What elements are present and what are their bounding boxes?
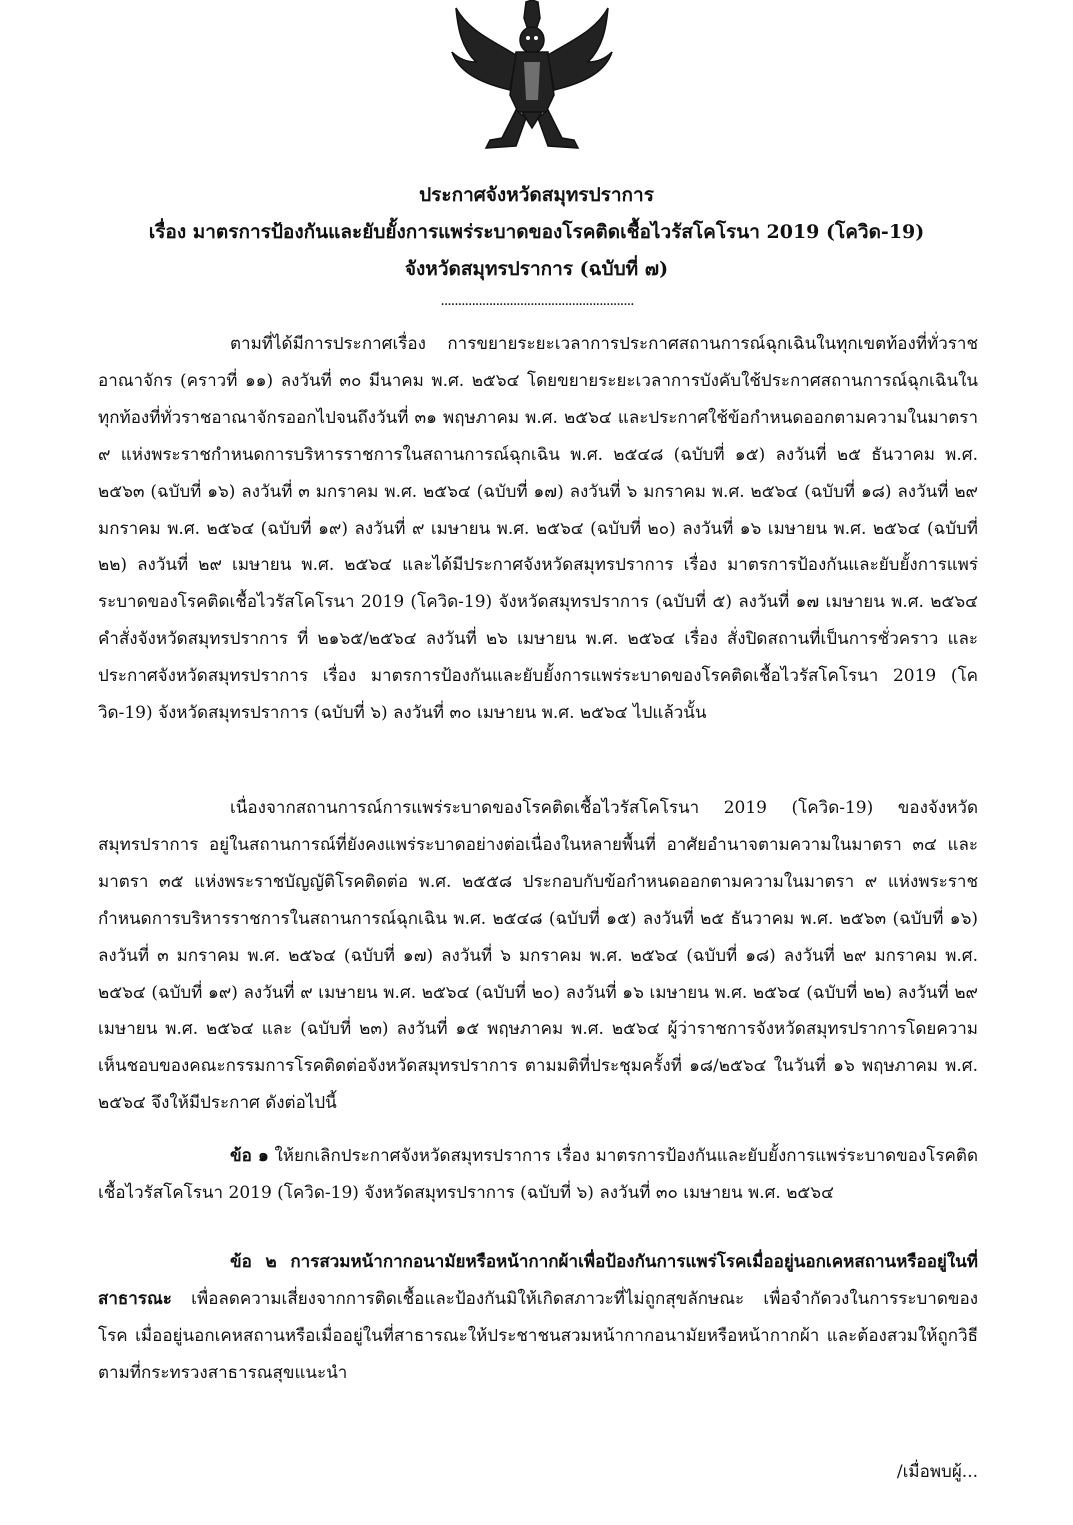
title-separator: ........................................................: [440, 293, 634, 309]
continuation-marker: /เมื่อพบผู้...: [896, 1462, 978, 1482]
paragraph-background: ตามที่ได้มีการประกาศเรื่อง การขยายระยะเวลาการประกาศสถานการณ์ฉุกเฉินในทุกเขตท้องที่ทั่วราชอาณาจักร (คราวที่ ๑๑) ลงวันที่ ๓๐ มีนาคม พ.ศ. ๒๕๖๔ โดยขยายระยะเวลาการบังคับใช้ประกาศสถานการณ์ฉุกเฉินในทุกท้องที่ทั่วราชอาณาจักรออกไปจนถึงวันที่ ๓๑ พฤษภาคม พ.ศ. ๒๕๖๔ และประกาศใช้ข้อกำหนดออกตามความในมาตรา ๙ แห่งพระราชกำหนดการบริหารราชการในสถานการณ์ฉุกเฉิน พ.ศ. ๒๕๔๘ (ฉบับที่ ๑๕) ลงวันที่ ๒๕ ธันวาคม พ.ศ. ๒๕๖๓ (ฉบับที่ ๑๖) ลงวันที่ ๓ มกราคม พ.ศ. ๒๕๖๔ (ฉบับที่ ๑๗) ลงวันที่ ๖ มกราคม พ.ศ. ๒๕๖๔ (ฉบับที่ ๑๘) ลงวันที่ ๒๙ มกราคม พ.ศ. ๒๕๖๔ (ฉบับที่ ๑๙) ลงวันที่ ๙ เมษายน พ.ศ. ๒๕๖๔ (ฉบับที่ ๒๐) ลงวันที่ ๑๖ เมษายน พ.ศ. ๒๕๖๔ (ฉบับที่ ๒๒) ลงวันที่ ๒๙ เมษายน พ.ศ. ๒๕๖๔ และได้มีประกาศจังหวัดสมุทรปราการ เรื่อง มาตรการป้องกันและยับยั้งการแพร่ระบาดของโรคติดเชื้อไวรัสโคโรนา 2019 (โควิด-19) จังหวัดสมุทรปราการ (ฉบับที่ ๕) ลงวันที่ ๑๗ เมษายน พ.ศ. ๒๕๖๔ คำสั่งจังหวัดสมุทรปราการ ที่ ๒๑๖๕/๒๕๖๔ ลงวันที่ ๒๖ เมษายน พ.ศ. ๒๕๖๔ เรื่อง สั่งปิดสถานที่เป็นการชั่วคราว และประกาศจังหวัดสมุทรปราการ เรื่อง มาตรการป้องกันและยับยั้งการแพร่ระบาดของโรคติดเชื้อไวรัสโคโรนา 2019 (โควิด-19) จังหวัดสมุทรปราการ (ฉบับที่ ๖) ลงวันที่ ๓๐ เมษายน พ.ศ. ๒๕๖๔ ไปแล้วนั้น: [98, 334, 978, 724]
paragraph-authority: เนื่องจากสถานการณ์การแพร่ระบาดของโรคติดเชื้อไวรัสโคโรนา 2019 (โควิด-19) ของจังหวัดสมุทรปราการ อยู่ในสถานการณ์ที่ยังคงแพร่ระบาดอย่างต่อเนื่องในหลายพื้นที่ อาศัยอำนาจตามความในมาตรา ๓๔ และมาตรา ๓๕ แห่งพระราชบัญญัติโรคติดต่อ พ.ศ. ๒๕๕๘ ประกอบกับข้อกำหนดออกตามความในมาตรา ๙ แห่งพระราชกำหนดการบริหารราชการในสถานการณ์ฉุกเฉิน พ.ศ. ๒๕๔๘ (ฉบับที่ ๑๕) ลงวันที่ ๒๕ ธันวาคม พ.ศ. ๒๕๖๓ (ฉบับที่ ๑๖) ลงวันที่ ๓ มกราคม พ.ศ. ๒๕๖๔ (ฉบับที่ ๑๗) ลงวันที่ ๖ มกราคม พ.ศ. ๒๕๖๔ (ฉบับที่ ๑๘) ลงวันที่ ๒๙ มกราคม พ.ศ. ๒๕๖๔ (ฉบับที่ ๑๙) ลงวันที่ ๙ เมษายน พ.ศ. ๒๕๖๔ (ฉบับที่ ๒๐) ลงวันที่ ๑๖ เมษายน พ.ศ. ๒๕๖๔ (ฉบับที่ ๒๒) ลงวันที่ ๒๙ เมษายน พ.ศ. ๒๕๖๔ และ (ฉบับที่ ๒๓) ลงวันที่ ๑๕ พฤษภาคม พ.ศ. ๒๕๖๔ ผู้ว่าราชการจังหวัดสมุทรปราการโดยความเห็นชอบของคณะกรรมการโรคติดต่อจังหวัดสมุทรปราการ ตามมติที่ประชุมครั้งที่ ๑๘/๒๕๖๔ ในวันที่ ๑๖ พฤษภาคม พ.ศ. ๒๕๖๔ จึงให้มีประกาศ ดังต่อไปนี้: [98, 798, 978, 1114]
clause-1-label: ข้อ ๑: [230, 1146, 269, 1166]
announcement-title: ประกาศจังหวัดสมุทรปราการ: [419, 184, 654, 206]
clause-2-text: เพื่อลดความเสี่ยงจากการติดเชื้อและป้องกันมิให้เกิดสภาวะที่ไม่ถูกสุขลักษณะ เพื่อจำกัดวงในการระบาดของโรค เมื่ออยู่นอกเคหสถานหรือเมื่ออยู่ในที่สาธารณะให้ประชาชนสวมหน้ากากอนามัยหรือหน้ากากผ้า และต้องสวมให้ถูกวิธีตามที่กระทรวงสาธารณสุขแนะนำ: [98, 1288, 978, 1383]
announcement-edition: จังหวัดสมุทรปราการ (ฉบับที่ ๗): [404, 258, 669, 280]
announcement-subject: เรื่อง มาตรการป้องกันและยับยั้งการแพร่ระบาดของโรคติดเชื้อไวรัสโคโรนา 2019 (โควิด-19): [148, 221, 925, 243]
clause-1-text: ให้ยกเลิกประกาศจังหวัดสมุทรปราการ เรื่อง มาตรการป้องกันและยับยั้งการแพร่ระบาดของโรคติดเชื้อไวรัสโคโรนา 2019 (โควิด-19) จังหวัดสมุทรปราการ (ฉบับที่ ๖) ลงวันที่ ๓๐ เมษายน พ.ศ. ๒๕๖๔: [98, 1146, 978, 1203]
clause-2-label: ข้อ ๒ การสวมหน้ากากอนามัยหรือหน้ากากผ้าเพื่อป้องกันการแพร่โรคเมื่ออยู่นอกเคหสถานหรืออยู่ในที่สาธารณะ: [98, 1252, 978, 1309]
garuda-emblem-icon: [446, 0, 618, 150]
clause-2: [98, 1244, 978, 1392]
clause-1: [98, 1138, 978, 1212]
